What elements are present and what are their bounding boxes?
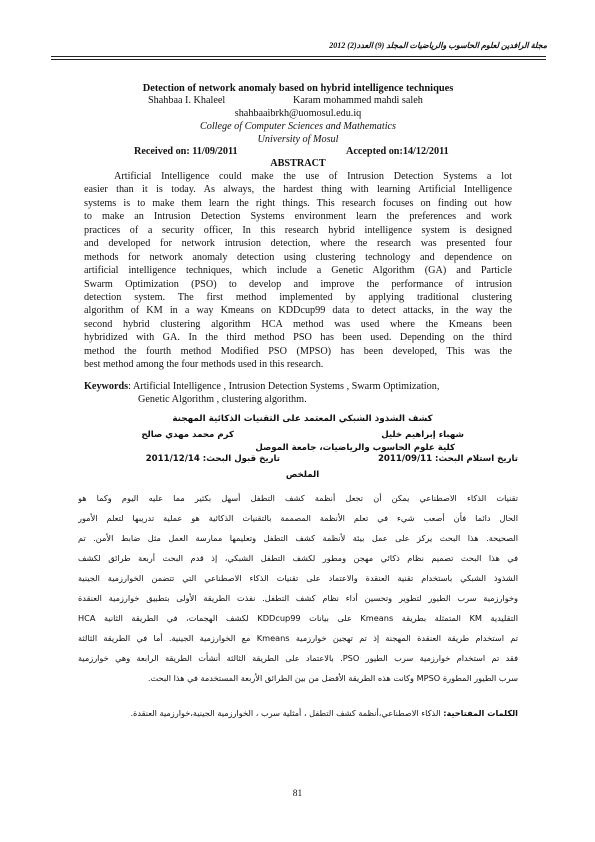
- abstract-body: [84, 170, 512, 372]
- abstract-heading: ABSTRACT: [270, 158, 326, 169]
- abstract-line: to make an Intrusion Detection Systems environment learn the preferences and work: [84, 211, 512, 223]
- arabic-abstract-line: في هذا البحث تصميم نظام ذكائي مهجن ومطور لكشف التطفل الشبكي، إذ قدم البحث أربعة طرائق لكشف: [78, 553, 518, 563]
- received-date: Received on: 11/09/2011: [134, 146, 238, 157]
- arabic-abstract-line: تم استخدام طريقة العنقدة المهجنة إذ تم تهجين خوارزمية Kmeans مع الخوارزمية الجينية. أما في الطريقة الثالثة: [78, 633, 518, 643]
- arabic-title: كشف الشذوذ الشبكي المعتمد على التقنيات الذكائية المهجنة: [172, 414, 433, 424]
- author-email: shahbaaibrkh@uomosul.edu.iq: [234, 108, 362, 119]
- author-1: Shahbaa I. Khaleel: [148, 95, 226, 106]
- arabic-keywords-label: الكلمات المفتاحية:: [443, 708, 518, 718]
- arabic-abstract-line: التقليدية KM المتمثلة بطريقة Kmeans على بيانات KDDcup99 لكشف الهجمات، في الطريقة الثانية HCA: [78, 613, 518, 623]
- keywords-label: Keywords: [84, 381, 129, 392]
- author-2: Karam mohammed mahdi saleh: [293, 95, 423, 106]
- paper-title: Detection of network anomaly based on hybrid intelligence techniques: [142, 83, 454, 94]
- page-number: 81: [292, 789, 303, 799]
- arabic-abstract-line: سرب الطيور المطورة MPSO وكانت هذه الطريقة الأفضل من بين الطرائق الأربعة المستخدمة في هذا البحث.: [147, 673, 518, 683]
- arabic-received-date: تاريخ استلام البحث: 2011/09/11: [377, 454, 518, 464]
- arabic-author-1: شهباء إبراهيم خليل: [381, 430, 464, 440]
- keywords: [84, 380, 514, 406]
- abstract-line: best method among the four methods used in this research.: [84, 359, 324, 371]
- abstract-line: artificial intelligence techniques, which include a Genetic Algorithm (GA) and Particle: [84, 265, 512, 277]
- abstract-line: Artificial Intelligence could make the use of Intrusion Detection Systems a lot: [114, 171, 512, 182]
- arabic-abstract-line: وخوارزمية سرب الطيور لتطوير وتحسين أداء نظام كشف التطفل. نفذت الطريقة الأولى بتطبيق خوارزمية العنقدة: [78, 593, 518, 603]
- abstract-line: Swarm Optimization (PSO) to develop and improve the performance of intrusion: [84, 278, 512, 290]
- abstract-line: and developed for network intrusion detection, where the research was presented four: [84, 238, 512, 250]
- arabic-keywords: [78, 708, 518, 718]
- arabic-abstract-line: الحال دائما فأن أصعب شيء في تعلم الأنظمة المصممة بالتقنيات الذكائية هو عملية تدريبها لتعلم الأمور: [78, 513, 518, 523]
- arabic-abstract-line: الصحيحة. هذا البحث يركز على عمل بيئة لأنظمة كشف التطفل وتعليمها ممارسة العمل مثل ضابط الأمن. تم: [78, 533, 518, 543]
- arabic-author-2: كرم محمد مهدي صالح: [141, 430, 234, 440]
- abstract-line: hybridized with GA. In the third method PSO has been used. Depending on the third: [84, 332, 512, 344]
- abstract-line: detection system. The first method implemented by applying traditional clustering: [84, 291, 512, 303]
- accepted-date: Accepted on:14/12/2011: [346, 146, 449, 157]
- arabic-abstract-line: الشذوذ الشبكي باستخدام تقنية العنقدة والاعتماد على تقنيات الذكاء الاصطناعي التي تتضمن الخوارزمية الجينية: [78, 573, 518, 583]
- arabic-abstract-body: [78, 488, 518, 688]
- abstract-line: algorithm of KM in a way Kmeans on KDDcup99 data to detect attacks, in the way the: [84, 305, 512, 317]
- university: University of Mosul: [257, 134, 339, 145]
- college: College of Computer Sciences and Mathematics: [199, 121, 397, 132]
- abstract-line: easier than it is today. As always, the hardest thing with learning Artificial Intelligence: [84, 184, 512, 196]
- running-header: مجلة الرافدين لعلوم الحاسوب والرياضيات المجلد (9) العدد(2) 2012: [329, 41, 547, 50]
- keywords-line-1: : Artificial Intelligence , Intrusion Detection Systems , Swarm Optimization,: [128, 381, 440, 392]
- arabic-abstract-heading: الملخص: [285, 470, 320, 480]
- abstract-line: systems is to make them learn the right things. This research focuses on finding out how: [84, 197, 512, 209]
- arabic-abstract-line: تقنيات الذكاء الاصطناعي يمكن أن تجعل أنظمة كشف التطفل أسهل بكثير مما عليه اليوم وكما هو: [78, 493, 518, 503]
- abstract-line: methods for network anomaly detection using clustering technology and dependence on: [84, 251, 512, 263]
- arabic-accepted-date: تاريخ قبول البحث: 2011/12/14: [145, 454, 280, 464]
- header-rule-top: [51, 56, 546, 57]
- abstract-line: method the fourth method Modified PSO (MPSO) has been developed, This was the: [84, 345, 512, 357]
- arabic-abstract-line: فقد تم استخدام خوارزمية سرب الطيور PSO. بالاعتماد على الطريقة الثالثة أنشأت الطريقة الرابعة وهي خوارزمية: [78, 653, 518, 663]
- header-rule-bottom: [51, 59, 546, 60]
- abstract-line: second hybrid clustering algorithm HCA method was used where the Kmeans been: [84, 318, 512, 330]
- abstract-line: practices of a security officer, In this research hybrid intelligence system is designed: [84, 224, 512, 236]
- arabic-institution: كلية علوم الحاسوب والرياضيات، جامعة الموصل: [255, 443, 455, 453]
- arabic-keywords-text: الذكاء الاصطناعي،أنظمة كشف التطفل ، أمثلية سرب ، الخوارزمية الجينية،خوارزمية العنقدة.: [130, 708, 444, 718]
- keywords-line-2: Genetic Algorithm , clustering algorithm.: [138, 394, 307, 406]
